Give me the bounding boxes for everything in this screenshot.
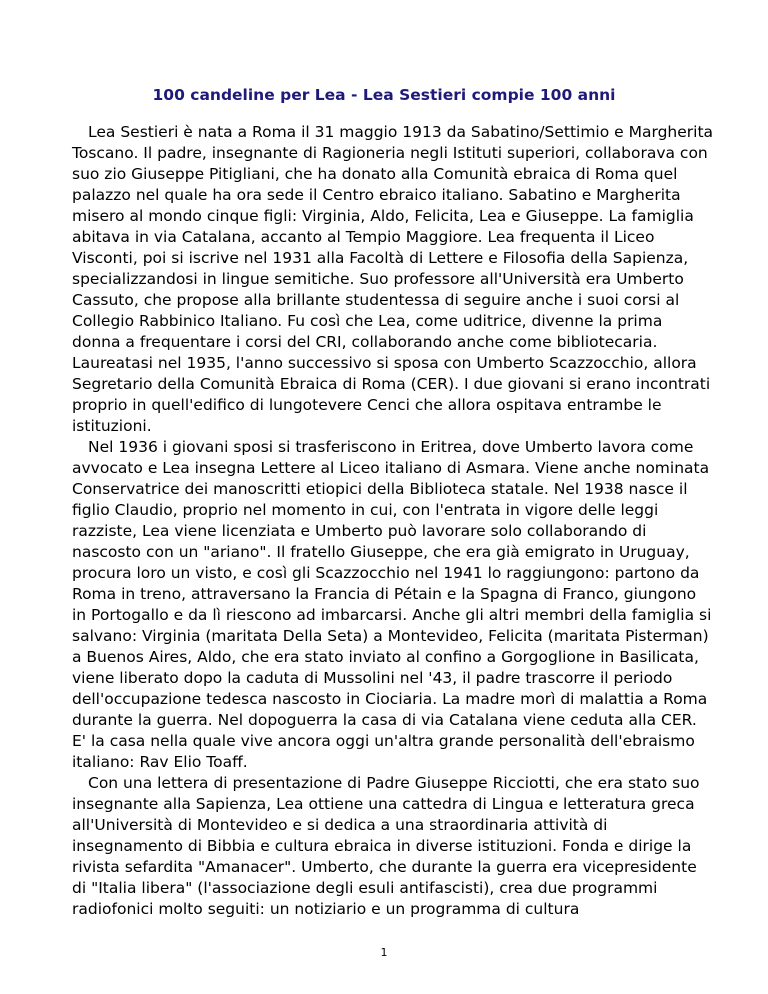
- document-body: [72, 122, 714, 920]
- page-number: 1: [380, 946, 388, 959]
- paragraph: Nel 1936 i giovani sposi si trasferiscono in Eritrea, dove Umberto lavora come avvocato e Lea insegna Lettere al Liceo italiano di Asmara. Viene anche nominata Conservatrice dei manoscritti etiopici della Biblioteca statale. Nel 1938 nasce il figlio Claudio, proprio nel momento in cui, con l'entrata in vigore delle leggi razziste, Lea viene licenziata e Umberto può lavorare solo collaborando di nascosto con un "ariano". Il fratello Giuseppe, che era già emigrato in Uruguay, procura loro un visto, e così gli Scazzocchio nel 1941 lo raggiungono: partono da Roma in treno, attraversano la Francia di Pétain e la Spagna di Franco, giungono in Portogallo e da lì riescono ad imbarcarsi. Anche gli altri membri della famiglia si salvano: Virginia (maritata Della Seta) a Montevideo, Felicita (maritata Pisterman) a Buenos Aires, Aldo, che era stato inviato al confino a Gorgoglione in Basilicata, viene liberato dopo la caduta di Mussolini nel '43, il padre trascorre il periodo dell'occupazione tedesca nascosto in Ciociaria. La madre morì di malattia a Roma durante la guerra. Nel dopoguerra la casa di via Catalana viene ceduta alla CER. E' la casa nella quale vive ancora oggi un'altra grande personalità dell'ebraismo italiano: Rav Elio Toaff.: [72, 438, 712, 771]
- paragraph: Con una lettera di presentazione di Padre Giuseppe Ricciotti, che era stato suo insegnante alla Sapienza, Lea ottiene una cattedra di Lingua e letteratura greca all'Università di Montevideo e si dedica a una straordinaria attività di insegnamento di Bibbia e cultura ebraica in diverse istituzioni. Fonda e dirige la rivista sefardita "Amanacer". Umberto, che durante la guerra era vicepresidente di "Italia libera" (l'associazione degli esuli antifascisti), crea due programmi radiofonici molto seguiti: un notiziario e un programma di cultura: [72, 774, 700, 918]
- paragraph: Lea Sestieri è nata a Roma il 31 maggio 1913 da Sabatino/Settimio e Margherita Toscano. Il padre, insegnante di Ragioneria negli Istituti superiori, collaborava con suo zio Giuseppe Pitigliani, che ha donato alla Comunità ebraica di Roma quel palazzo nel quale ha ora sede il Centro ebraico italiano. Sabatino e Margherita misero al mondo cinque figli: Virginia, Aldo, Felicita, Lea e Giuseppe. La famiglia abitava in via Catalana, accanto al Tempio Maggiore. Lea frequenta il Liceo Visconti, poi si iscrive nel 1931 alla Facoltà di Lettere e Filosofia della Sapienza, specializzandosi in lingue semitiche. Suo professore all'Università era Umberto Cassuto, che propose alla brillante studentessa di seguire anche i suoi corsi al Collegio Rabbinico Italiano. Fu così che Lea, come uditrice, divenne la prima donna a frequentare i corsi del CRI, collaborando anche come bibliotecaria. Laureatasi nel 1935, l'anno successivo si sposa con Umberto Scazzocchio, allora Segretario della Comunità Ebraica di Roma (CER). I due giovani si erano incontrati proprio in quell'edifico di lungotevere Cenci che allora ospitava entrambe le istituzioni.: [72, 123, 714, 435]
- document-title: 100 candeline per Lea - Lea Sestieri compie 100 anni: [152, 86, 616, 104]
